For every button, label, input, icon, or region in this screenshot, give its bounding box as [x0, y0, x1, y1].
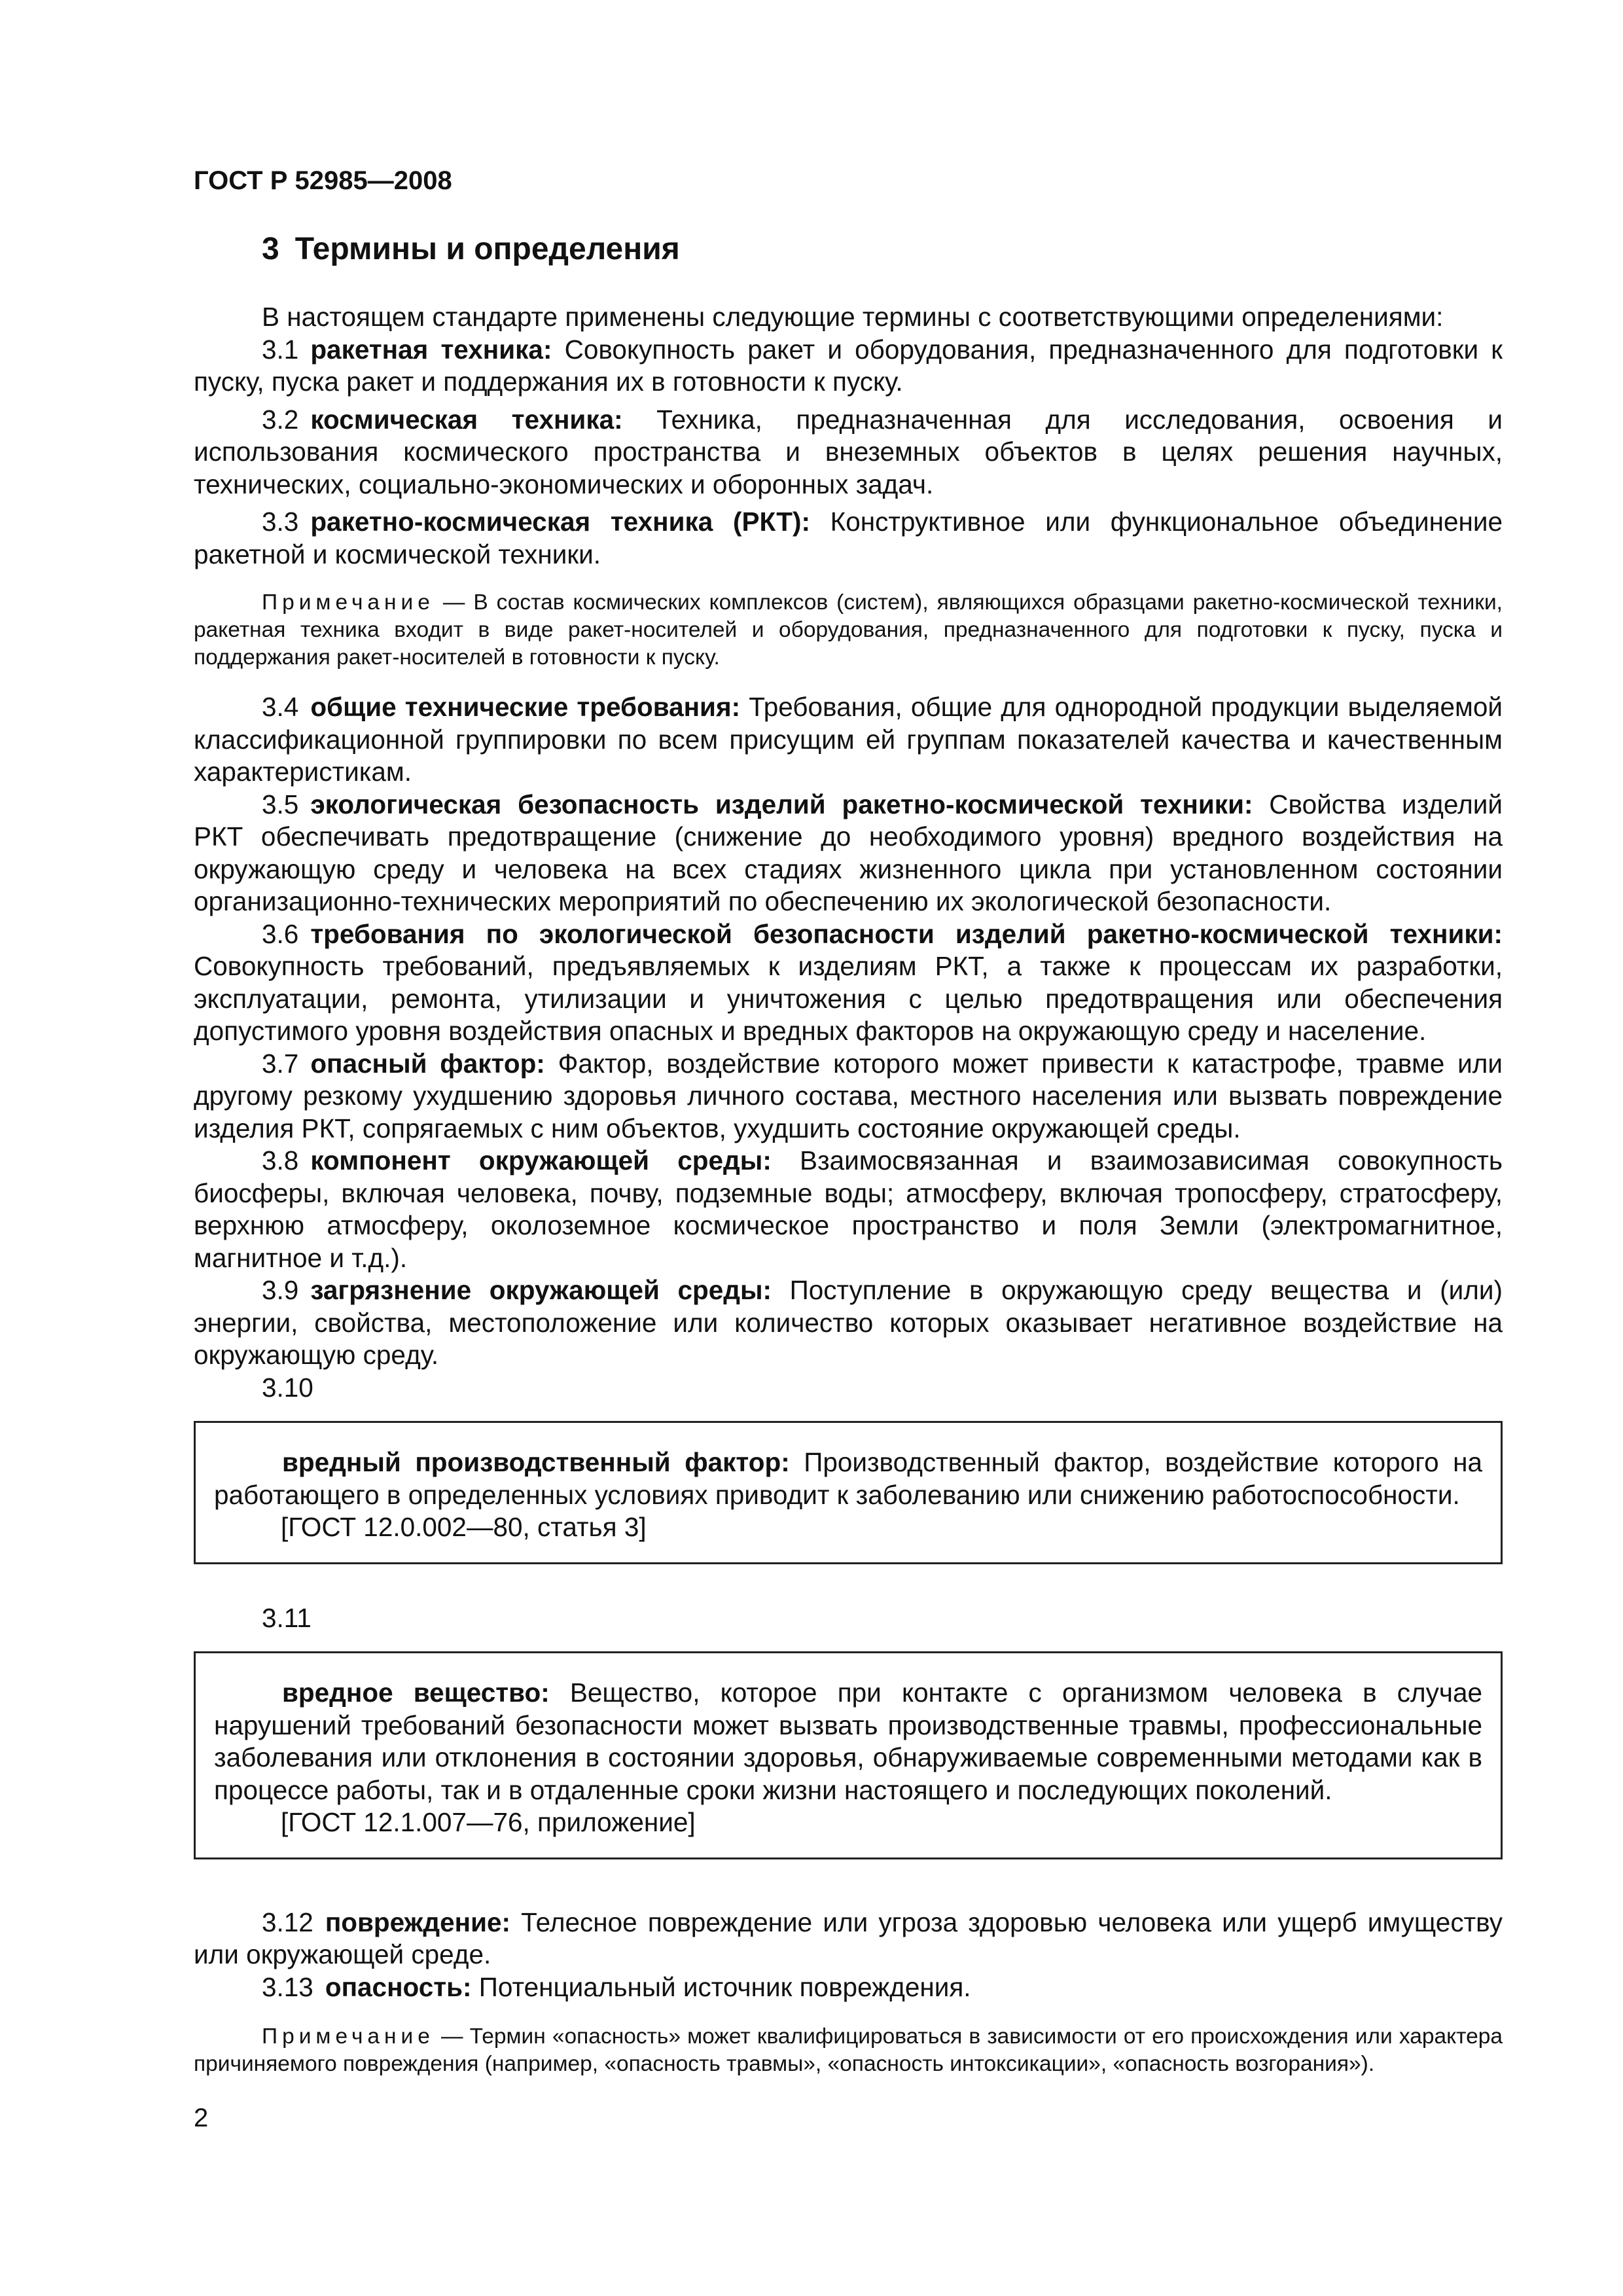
term-3-2 — [194, 404, 1503, 501]
term-name: требования по экологической безопасности изделий ракетно-космической техники: — [310, 918, 1503, 949]
term-number: 3.5 — [262, 789, 299, 819]
term-3-11-number: 3.11 — [262, 1602, 312, 1633]
note-label: Примечание — [262, 2024, 435, 2049]
section-number: 3 — [262, 232, 279, 266]
term-name: опасность: — [325, 1971, 472, 2002]
term-number: 3.9 — [262, 1275, 299, 1305]
term-definition: Вещество, которое при контакте с организмом человека в случае нарушений требований безопасности может вызвать производственные травмы, профессиональные заболевания или отклонения в состоянии здоровья, обнаруживаемые современными методами как в процессе работы, так и в отдаленные сроки жизни настоящего и последующих поколений. — [214, 1677, 1483, 1805]
page-number: 2 — [194, 2104, 209, 2132]
note-text: — В состав космических комплексов (систем), являющихся образцами ракетно-космической техники, ракетная техника входит в виде ракет-носителей и оборудования, предназначенного для подготовки к пуску, пуска и поддержания ракет-носителей в готовности к пуску. — [194, 590, 1503, 670]
term-number: 3.12 — [262, 1907, 313, 1937]
term-definition: Конструктивное или функциональное объединение ракетной и космической техники. — [194, 507, 1503, 569]
term-3-3 — [194, 506, 1503, 571]
term-name: вредное вещество: — [282, 1677, 550, 1708]
term-3-9 — [194, 1274, 1503, 1372]
term-3-13 — [194, 1971, 1503, 2004]
intro-paragraph: В настоящем стандарте применены следующие термины с соответствующими определениями: — [262, 302, 1444, 332]
term-number: 3.6 — [262, 918, 299, 949]
term-number: 3.1 — [262, 334, 299, 365]
term-source: [ГОСТ 12.0.002—80, статья 3] — [281, 1512, 647, 1542]
note-text: — Термин «опасность» может квалифицироваться в зависимости от его происхождения или характера причиняемого повреждения (например, «опасность травмы», «опасность интоксикации», «опасность возгорания»). — [194, 2024, 1503, 2076]
term-definition: Взаимосвязанная и взаимозависимая совокупность биосферы, включая человека, почву, подземные воды; атмосферу, включая тропосферу, стратосферу, верхнюю атмосферу, околоземное космическое пространство и поля Земли (электромагнитное, магнитное и т.д.). — [194, 1145, 1503, 1273]
term-definition: Телесное повреждение или угроза здоровью человека или ущерб имуществу или окружающей среде. — [194, 1907, 1503, 1969]
term-name: экологическая безопасность изделий ракетно-космической техники: — [310, 789, 1253, 819]
term-definition: Поступление в окружающую среду вещества и (или) энергии, свойства, местоположение или количество которых оказывает негативное воздействие на окружающую среду. — [194, 1275, 1503, 1370]
term-definition: Производственный фактор, воздействие которого на работающего в определенных условиях приводит к заболеванию или снижению работоспособности. — [214, 1447, 1482, 1510]
term-3-4 — [194, 691, 1503, 789]
section-title: Термины и определения — [294, 232, 680, 266]
term-definition: Совокупность ракет и оборудования, предназначенного для подготовки к пуску, пуска ракет и поддержания их в готовности к пуску. — [194, 334, 1503, 397]
note-1 — [194, 589, 1503, 672]
term-3-12 — [194, 1907, 1503, 1971]
term-3-11 — [214, 1677, 1482, 1806]
term-3-10-number: 3.10 — [262, 1372, 313, 1403]
term-definition: Совокупность требований, предъявляемых к изделиям РКТ, а также к процессам их разработки, эксплуатации, ремонта, утилизации и уничтожения с целью предотвращения или обеспечения допустимого уровня воздействия опасных и вредных факторов на окружающую среду и население. — [194, 951, 1503, 1046]
term-number: 3.13 — [262, 1971, 313, 2002]
term-3-1 — [194, 334, 1503, 399]
term-name: повреждение: — [325, 1907, 510, 1937]
term-3-6 — [194, 918, 1503, 1048]
term-name: ракетно-космическая техника (РКТ): — [310, 507, 810, 537]
term-number: 3.2 — [262, 404, 299, 435]
term-3-5 — [194, 789, 1503, 918]
term-3-11-box — [194, 1651, 1503, 1859]
term-number: 3.8 — [262, 1145, 299, 1175]
spacer — [194, 1564, 1503, 1602]
note-2 — [194, 2023, 1503, 2078]
term-name: космическая техника: — [310, 404, 623, 435]
term-name: компонент окружающей среды: — [310, 1145, 772, 1175]
term-name: опасный фактор: — [310, 1048, 545, 1079]
term-name: общие технические требования: — [310, 692, 741, 722]
term-definition: Техника, предназначенная для исследования, освоения и использования космического пространства и внеземных объектов в целях решения научных, технических, социально-экономических и оборонных задач. — [194, 404, 1503, 499]
term-name: вредный производственный фактор: — [282, 1447, 790, 1477]
term-name: загрязнение окружающей среды: — [310, 1275, 772, 1305]
term-definition: Потенциальный источник повреждения. — [471, 1971, 971, 2002]
term-name: ракетная техника: — [310, 334, 552, 365]
term-definition: Фактор, воздействие которого может привести к катастрофе, травме или другому резкому ухудшению здоровья личного состава, местного населения или вызвать повреждение изделия РКТ, сопрягаемых с ним объектов, ухудшить состояние окружающей среды. — [194, 1048, 1503, 1143]
term-source: [ГОСТ 12.1.007—76, приложение] — [281, 1807, 696, 1837]
term-number: 3.3 — [262, 507, 299, 537]
term-3-10-box — [194, 1421, 1503, 1564]
term-3-7 — [194, 1048, 1503, 1145]
section-heading — [262, 230, 680, 268]
term-3-10 — [214, 1446, 1482, 1511]
spacer — [194, 1859, 1503, 1907]
term-definition: Свойства изделий РКТ обеспечивать предотвращение (снижение до необходимого уровня) вредного воздействия на окружающую среду и человека на всех стадиях жизненного цикла при установленном состоянии организационно-технических мероприятий по обеспечению их экологической безопасности. — [194, 789, 1503, 916]
term-number: 3.7 — [262, 1048, 299, 1079]
document-code-header: ГОСТ Р 52985—2008 — [194, 166, 452, 195]
note-label: Примечание — [262, 590, 435, 615]
term-number: 3.4 — [262, 692, 299, 722]
term-3-8 — [194, 1145, 1503, 1274]
term-definition: Требования, общие для однородной продукции выделяемой классификационной группировки по всем присущим ей группам показателей качества и качественным характеристикам. — [194, 692, 1503, 787]
terms-content — [194, 301, 1503, 2098]
